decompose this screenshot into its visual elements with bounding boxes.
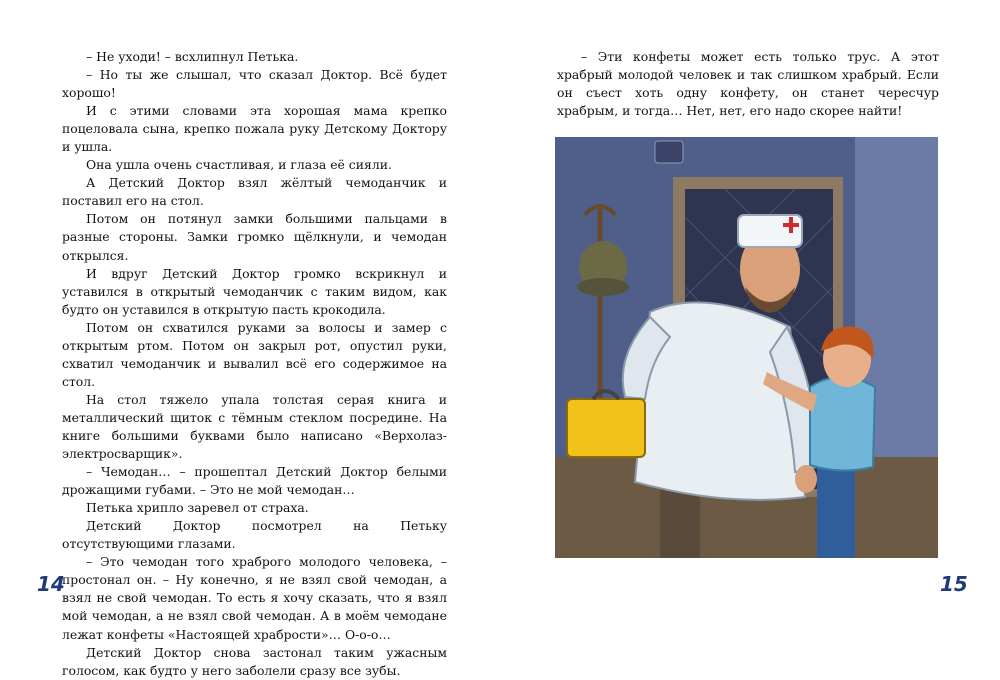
paragraph: Детский Доктор снова застонал таким ужасным голосом, как будто у него заболели сразу все зубы. [62, 644, 447, 678]
paragraph: – Не уходи! – всхлипнул Петька. [86, 49, 299, 64]
paragraph: – Эти конфеты может есть только трус. А этот храбрый молодой человек и так слишком храбрый. Если он съест хоть одну конфету, он станет чересчур храбрым, и тогда… Нет, нет, его надо скорее найти! [557, 49, 939, 119]
paragraph: Потом он потянул замки большими пальцами в разные стороны. Замки громко щёлкнули, и чемодан открылся. [62, 211, 447, 263]
doctor-hand [795, 465, 817, 493]
illustration-svg [555, 137, 938, 558]
paragraph: На стол тяжело упала толстая серая книга и металлический щиток с тёмным стеклом посредине. На книге большими буквами было написано «Верхолаз-электросварщик». [62, 391, 447, 462]
yellow-suitcase [567, 399, 645, 457]
paragraph: Потом он схватился руками за волосы и замер с открытым ртом. Потом он закрыл рот, опустил руки, схватил чемоданчик и вывалил всё его содержимое на стол. [62, 319, 447, 389]
page-number-right: 15 [940, 572, 968, 596]
boy-shirt [810, 377, 875, 471]
paragraph: И с этими словами эта хорошая мама крепко поцеловала сына, крепко пожала руку Детскому Доктору и ушла. [62, 103, 447, 155]
paragraph: Она ушла очень счастливая, и глаза её сияли. [86, 157, 392, 173]
paragraph: Петька хрипло заревел от страха. [86, 500, 309, 516]
paragraph: А Детский Доктор взял жёлтый чемоданчик и поставил его на стол. [62, 175, 447, 209]
wall-lamp [655, 141, 683, 163]
paragraph: – Чемодан… – прошептал Детский Доктор белыми дрожащими губами. – Это не мой чемодан… [62, 464, 447, 498]
cap-brim [577, 278, 629, 296]
paragraph: И вдруг Детский Доктор громко вскрикнул и уставился в открытый чемоданчик с таким видом, как будто он уставился в открытую пасть крокодила. [62, 265, 447, 317]
left-page-text [62, 48, 447, 680]
story-illustration [555, 137, 938, 558]
paragraph: – Но ты же слышал, что сказал Доктор. Всё будет хорошо! [62, 67, 447, 101]
right-page-text [557, 48, 939, 120]
left-page [0, 0, 500, 678]
right-page [500, 0, 1000, 640]
paragraph: Детский Доктор посмотрел на Петьку отсутствующими глазами. [62, 518, 447, 552]
boy-jeans [817, 462, 855, 558]
page-number-left: 14 [37, 572, 65, 596]
paragraph: – Это чемодан того храброго молодого человека, – простонал он. – Ну конечно, я не взял свой чемодан, а взял не свой чемодан. То есть я хочу сказать, что я взял мой чемодан, а не взял свой чемодан. А в моём чемодане лежат конфеты «Настоящей храбрости»… О-о-о… [62, 554, 447, 642]
